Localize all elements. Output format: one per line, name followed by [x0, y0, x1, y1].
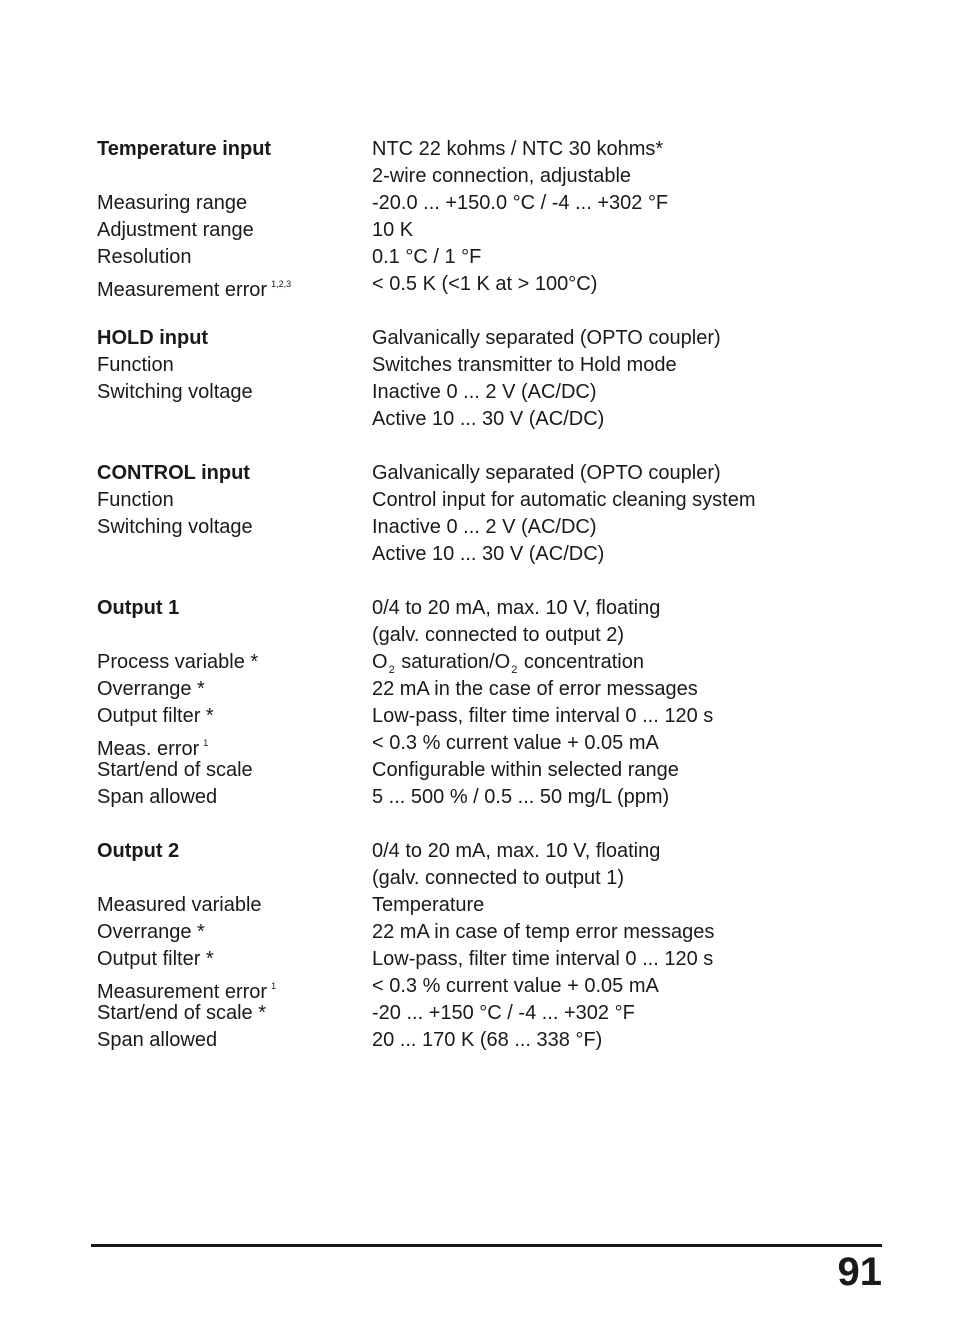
footnote-ref: 1 [271, 981, 277, 991]
spec-value: Inactive 0 ... 2 V (AC/DC) [372, 516, 597, 538]
spec-value: Control input for automatic cleaning system [372, 489, 756, 511]
spec-label-text: Measurement error [97, 981, 268, 1003]
spec-label: Measured variable [97, 894, 262, 916]
spec-value: Inactive 0 ... 2 V (AC/DC) [372, 381, 597, 403]
spec-value: Switches transmitter to Hold mode [372, 354, 677, 376]
subscript: 2 [388, 664, 395, 676]
spec-value: 5 ... 500 % / 0.5 ... 50 mg/L (ppm) [372, 786, 670, 808]
spec-value: Galvanically separated (OPTO coupler) [372, 462, 721, 484]
spec-label: Switching voltage [97, 516, 253, 538]
spec-value: 22 mA in case of temp error messages [372, 921, 715, 943]
spec-value: Configurable within selected range [372, 759, 679, 781]
spec-value: Galvanically separated (OPTO coupler) [372, 327, 721, 349]
spec-row [97, 649, 857, 676]
spec-row [97, 271, 857, 301]
section-heading: Output 1 [97, 597, 180, 619]
spec-value: 10 K [372, 219, 414, 241]
spec-label: Function [97, 354, 174, 376]
spec-value-text: saturation/O [395, 651, 511, 673]
spec-row [97, 676, 857, 703]
spec-row [97, 757, 857, 784]
spec-label: Function [97, 489, 174, 511]
spec-row [97, 541, 857, 568]
spec-row [97, 1000, 857, 1027]
page-number: 91 [837, 1250, 882, 1294]
spec-label: Adjustment range [97, 219, 254, 241]
spec-row [97, 1027, 857, 1054]
spec-label: Overrange * [97, 678, 205, 700]
spec-label-text: Meas. error [97, 738, 200, 760]
spec-row [97, 703, 857, 730]
spec-row [97, 784, 857, 811]
spec-row [97, 622, 857, 649]
spec-label: Output filter * [97, 705, 214, 727]
section-heading: Temperature input [97, 138, 272, 160]
output-1-heading-row [97, 595, 857, 622]
spec-label: Process variable * [97, 651, 259, 673]
spec-row [97, 217, 857, 244]
hold-input-heading-row [97, 325, 857, 352]
spec-value: -20 ... +150 °C / -4 ... +302 °F [372, 1002, 635, 1024]
spec-label: Span allowed [97, 1029, 218, 1051]
spec-value: 20 ... 170 K (68 ... 338 °F) [372, 1029, 603, 1051]
spec-value: < 0.3 % current value + 0.05 mA [372, 732, 659, 754]
o2-symbol: O [372, 651, 388, 673]
spec-value: Temperature [372, 894, 485, 916]
spec-row [97, 244, 857, 271]
spec-value: (galv. connected to output 2) [372, 624, 625, 646]
spec-row [97, 379, 857, 406]
footnote-ref: 1,2,3 [271, 279, 292, 289]
spec-row [97, 892, 857, 919]
spec-label: Measuring range [97, 192, 248, 214]
spec-label [97, 271, 291, 304]
footnote-ref: 1 [203, 738, 209, 748]
footer-rule [91, 1244, 882, 1247]
spec-value-text: concentration [518, 651, 644, 673]
spec-value: Active 10 ... 30 V (AC/DC) [372, 408, 605, 430]
section-heading: CONTROL input [97, 462, 250, 484]
spec-row [97, 946, 857, 973]
temperature-input-heading-row [97, 136, 857, 163]
spec-row [97, 487, 857, 514]
spec-label-text: Measurement error [97, 279, 268, 301]
spec-label: Resolution [97, 246, 192, 268]
section-heading: HOLD input [97, 327, 209, 349]
output-2-heading-row [97, 838, 857, 865]
spec-value: 0.1 °C / 1 °F [372, 246, 482, 268]
control-input-heading-row [97, 460, 857, 487]
spec-value: NTC 22 kohms / NTC 30 kohms* [372, 138, 664, 160]
subscript: 2 [511, 664, 518, 676]
spec-label: Start/end of scale [97, 759, 253, 781]
spec-label: Switching voltage [97, 381, 253, 403]
spec-value: 0/4 to 20 mA, max. 10 V, floating [372, 840, 661, 862]
spec-value: Low-pass, filter time interval 0 ... 120 s [372, 705, 714, 727]
spec-row [97, 973, 857, 1003]
spec-value: Active 10 ... 30 V (AC/DC) [372, 543, 605, 565]
spec-label: Start/end of scale * [97, 1002, 266, 1024]
spec-value: -20.0 ... +150.0 °C / -4 ... +302 °F [372, 192, 669, 214]
spec-value: 2-wire connection, adjustable [372, 165, 632, 187]
spec-row [97, 190, 857, 217]
specification-table [97, 136, 857, 1054]
spec-row [97, 406, 857, 433]
spec-value: 22 mA in the case of error messages [372, 678, 698, 700]
spec-row [97, 865, 857, 892]
spec-label: Overrange * [97, 921, 205, 943]
spec-row [97, 352, 857, 379]
spec-label: Output filter * [97, 948, 214, 970]
spec-value: Low-pass, filter time interval 0 ... 120 s [372, 948, 714, 970]
spec-row [97, 163, 857, 190]
spec-label: Span allowed [97, 786, 218, 808]
section-heading: Output 2 [97, 840, 180, 862]
spec-value: 0/4 to 20 mA, max. 10 V, floating [372, 597, 661, 619]
spec-value: < 0.3 % current value + 0.05 mA [372, 975, 659, 997]
spec-row [97, 919, 857, 946]
spec-value: (galv. connected to output 1) [372, 867, 625, 889]
spec-row [97, 730, 857, 760]
spec-value: < 0.5 K (<1 K at > 100°C) [372, 273, 598, 295]
spec-row [97, 514, 857, 541]
